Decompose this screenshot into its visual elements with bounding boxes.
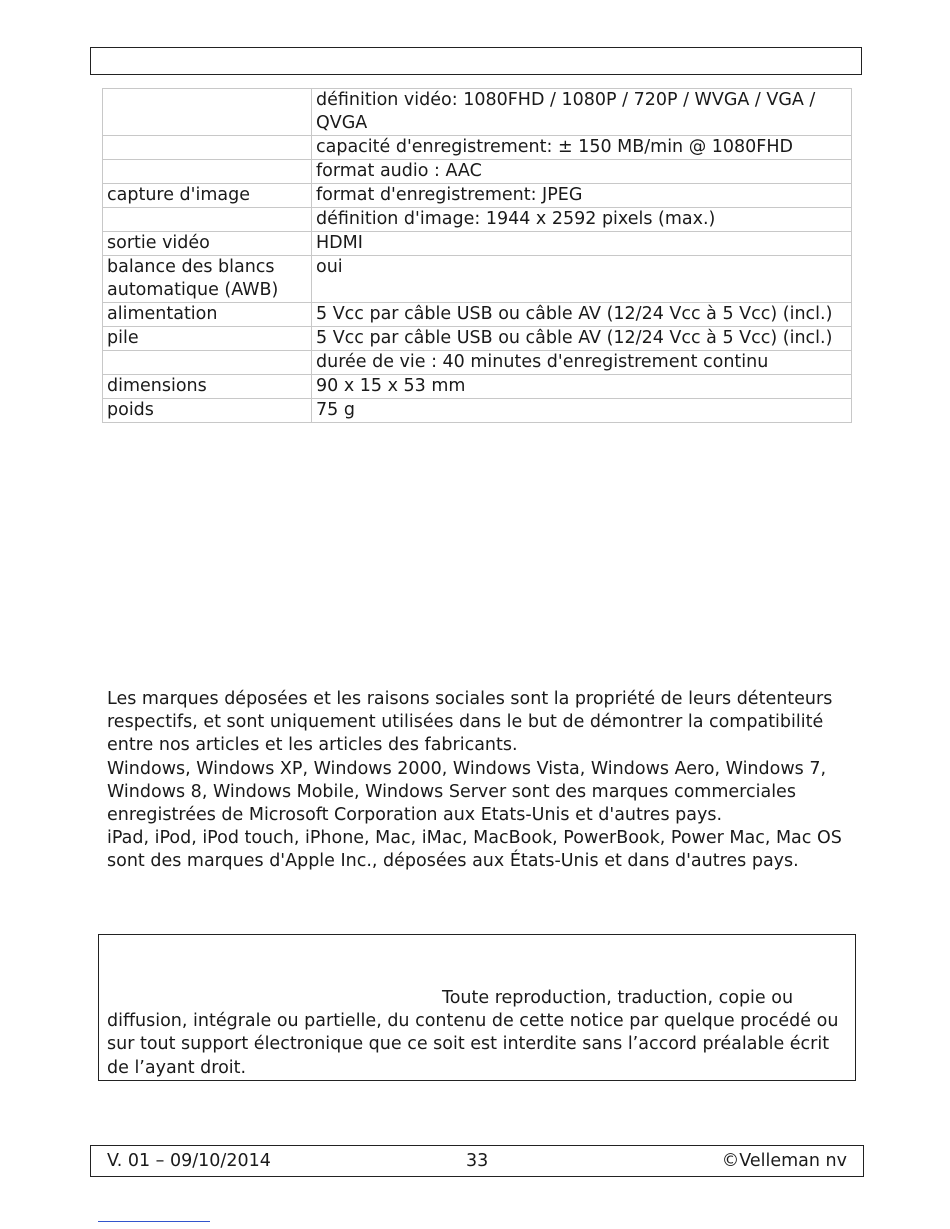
spec-key: poids bbox=[103, 399, 312, 423]
spec-key: alimentation bbox=[103, 303, 312, 327]
specifications-table bbox=[102, 88, 852, 423]
spec-row bbox=[103, 208, 852, 232]
trademark-notice bbox=[107, 688, 852, 874]
footer-copyright: ©Velleman nv bbox=[721, 1151, 847, 1171]
spec-key: dimensions bbox=[103, 375, 312, 399]
trademark-paragraph-apple: iPad, iPod, iPod touch, iPhone, Mac, iMac, MacBook, PowerBook, Power Mac, Mac OS sont des marques d'Apple Inc., déposées aux États-Unis et dans d'autres pays. bbox=[107, 828, 842, 872]
spec-row bbox=[103, 327, 852, 351]
spec-key: capture d'image bbox=[103, 184, 312, 208]
copyright-notice-text: Toute reproduction, traduction, copie ou diffusion, intégrale ou partielle, du contenu de cette notice par quelque procédé ou sur tout support électronique que ce soit est interdite sans l’accord préalable écrit de l’ayant droit. bbox=[107, 988, 839, 1078]
spec-row bbox=[103, 232, 852, 256]
spec-row bbox=[103, 89, 852, 136]
spec-value: 90 x 15 x 53 mm bbox=[312, 375, 852, 399]
spec-value: format d'enregistrement: JPEG bbox=[312, 184, 852, 208]
spec-key bbox=[103, 160, 312, 184]
spec-key: pile bbox=[103, 327, 312, 351]
spec-value: 75 g bbox=[312, 399, 852, 423]
spec-value: format audio : AAC bbox=[312, 160, 852, 184]
footer-page-number: 33 bbox=[466, 1151, 489, 1171]
spec-key bbox=[103, 351, 312, 375]
spec-value: oui bbox=[312, 256, 852, 303]
trademark-paragraph-microsoft: Windows, Windows XP, Windows 2000, Windows Vista, Windows Aero, Windows 7, Windows 8, Windows Mobile, Windows Server sont des marques commerciales enregistrées de Microsoft Corporation aux Etats-Unis et d'autres pays. bbox=[107, 758, 827, 826]
spec-value: durée de vie : 40 minutes d'enregistrement continu bbox=[312, 351, 852, 375]
spec-key: sortie vidéo bbox=[103, 232, 312, 256]
spec-key bbox=[103, 89, 312, 136]
spec-row bbox=[103, 256, 852, 303]
page-header-box bbox=[90, 47, 862, 75]
spec-row bbox=[103, 303, 852, 327]
spec-row bbox=[103, 160, 852, 184]
spec-row bbox=[103, 399, 852, 423]
trademark-paragraph-general: Les marques déposées et les raisons sociales sont la propriété de leurs détenteurs respectifs, et sont uniquement utilisées dans le but de démontrer la compatibilité entre nos articles et les articles des fabricants. bbox=[107, 689, 833, 756]
footer-version: V. 01 – 09/10/2014 bbox=[107, 1151, 271, 1171]
spec-value: 5 Vcc par câble USB ou câble AV (12/24 Vcc à 5 Vcc) (incl.) bbox=[312, 327, 852, 351]
spec-row bbox=[103, 375, 852, 399]
spec-value: définition vidéo: 1080FHD / 1080P / 720P / WVGA / VGA / QVGA bbox=[312, 89, 852, 136]
spec-row bbox=[103, 351, 852, 375]
link-underline[interactable] bbox=[98, 1221, 210, 1222]
spec-value: capacité d'enregistrement: ± 150 MB/min @ 1080FHD bbox=[312, 136, 852, 160]
spec-row bbox=[103, 136, 852, 160]
spec-value: définition d'image: 1944 x 2592 pixels (max.) bbox=[312, 208, 852, 232]
spec-key: balance des blancs automatique (AWB) bbox=[103, 256, 312, 303]
copyright-notice-box bbox=[98, 934, 856, 1081]
spec-key bbox=[103, 208, 312, 232]
spec-key bbox=[103, 136, 312, 160]
spec-value: HDMI bbox=[312, 232, 852, 256]
spec-value: 5 Vcc par câble USB ou câble AV (12/24 Vcc à 5 Vcc) (incl.) bbox=[312, 303, 852, 327]
spec-row bbox=[103, 184, 852, 208]
page-footer bbox=[90, 1145, 864, 1177]
